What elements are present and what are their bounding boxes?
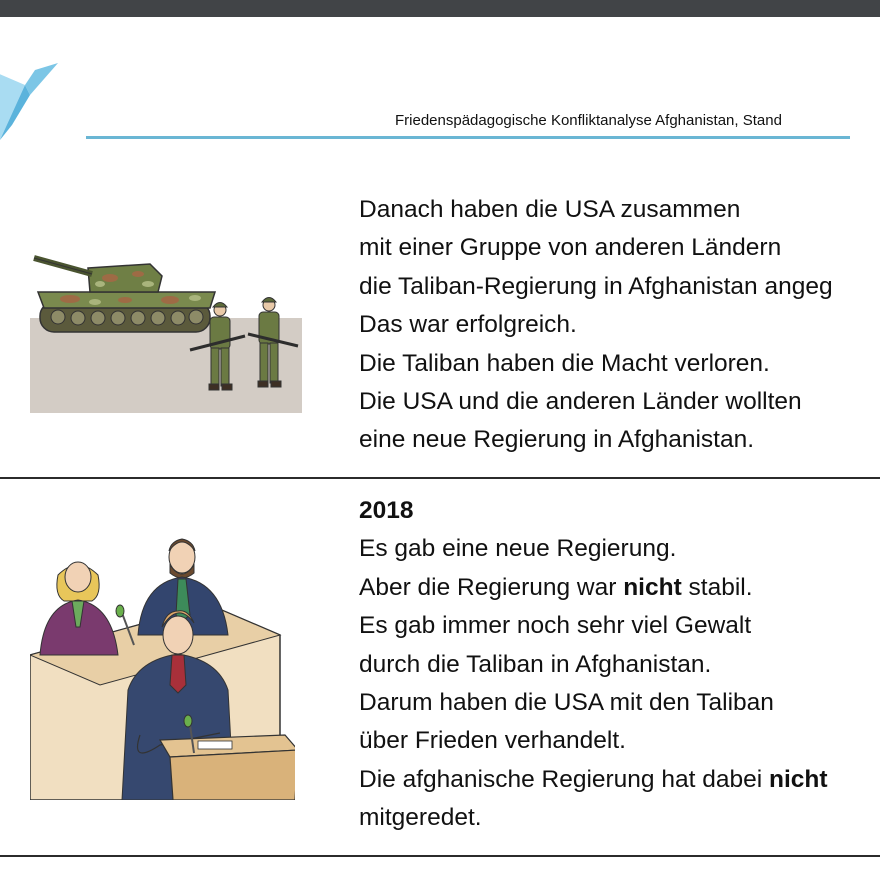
text-line: die Taliban-Regierung in Afghanistan angeg [359, 272, 833, 300]
text-line: Aber die Regierung war nicht stabil. [359, 573, 753, 601]
text-line: eine neue Regierung in Afghanistan. [359, 426, 755, 454]
text-line: mitgeredet. [359, 804, 482, 832]
text-line: mit einer Gruppe von anderen Ländern [359, 234, 782, 262]
section-divider [0, 855, 880, 857]
header-rule [86, 136, 850, 139]
section-divider [0, 477, 880, 479]
text-line: durch die Taliban in Afghanistan. [359, 650, 712, 678]
year-heading: 2018 [359, 497, 414, 524]
tank-and-soldiers-illustration [30, 250, 302, 415]
document-header-title: Friedenspädagogische Konfliktanalyse Afghanistan, Stand [395, 112, 782, 129]
text-line: Das war erfolgreich. [359, 311, 577, 339]
text-line: Darum haben die USA mit den Taliban [359, 688, 774, 716]
viewer-top-bar [0, 0, 880, 17]
text-line: Die Taliban haben die Macht verloren. [359, 349, 770, 377]
section-2-text [359, 492, 828, 838]
section-1-text [359, 191, 833, 460]
dove-logo-icon [0, 55, 70, 150]
text-line: Die afghanische Regierung hat dabei nicht [359, 765, 828, 793]
text-line: Danach haben die USA zusammen [359, 196, 741, 223]
text-line: Es gab eine neue Regierung. [359, 535, 677, 563]
text-line: über Frieden verhandelt. [359, 727, 626, 755]
parliament-speaker-illustration [30, 535, 295, 800]
text-line: Die USA und die anderen Länder wollten [359, 387, 802, 415]
text-line: Es gab immer noch sehr viel Gewalt [359, 612, 752, 640]
